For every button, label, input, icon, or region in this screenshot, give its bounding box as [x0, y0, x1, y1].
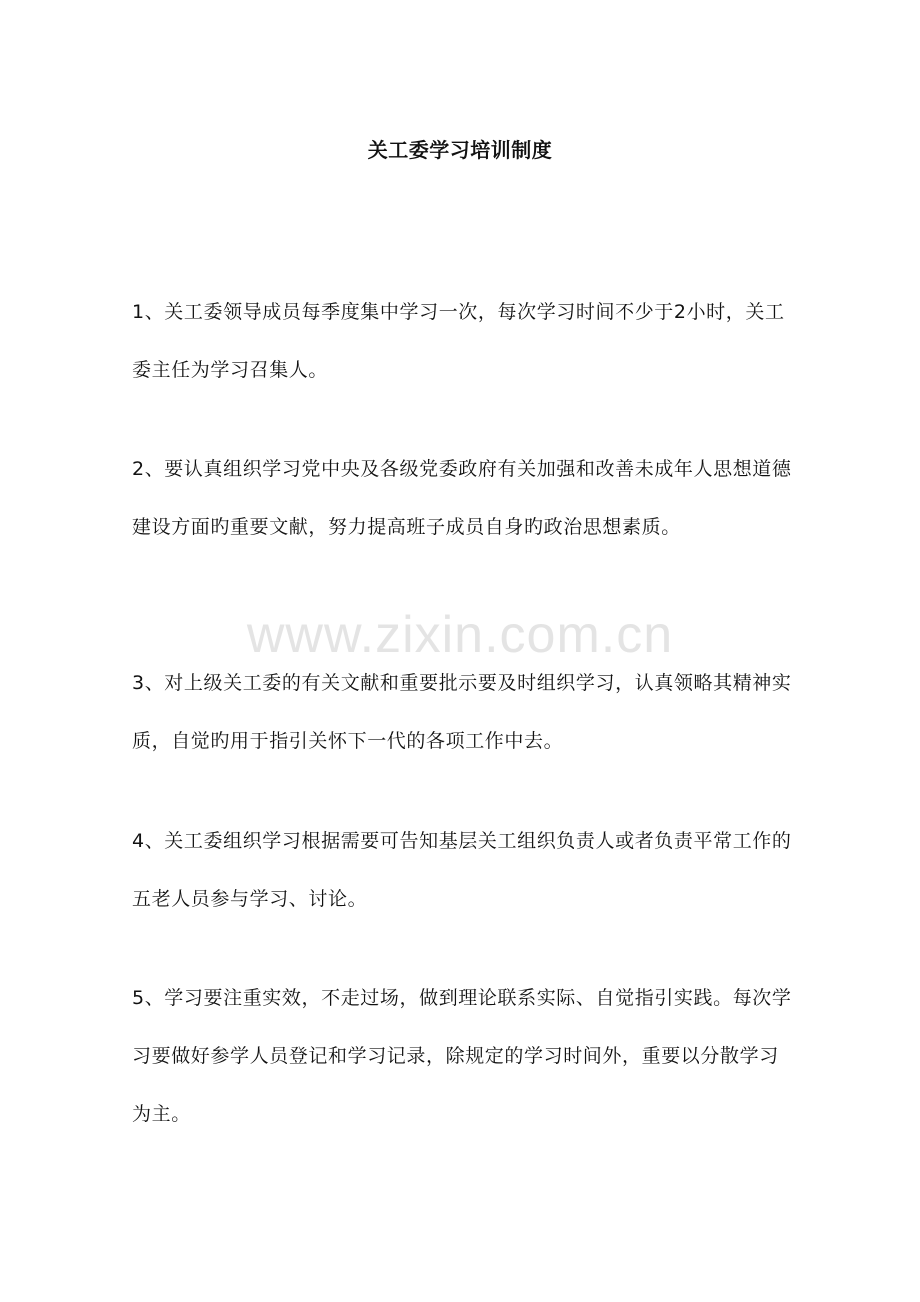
paragraph-5: 5、学习要注重实效，不走过场，做到理论联系实际、自觉指引实践。每次学习要做好参学人员登记和学习记录，除规定的学习时间外，重要以分散学习为主。: [132, 987, 792, 1125]
watermark: www.zixin.com.cn: [246, 606, 674, 664]
paragraph-1: 1、关工委领导成员每季度集中学习一次，每次学习时间不少于2小时，关工委主任为学习召集人。: [132, 301, 785, 381]
document-title: 关工委学习培训制度: [367, 138, 553, 162]
paragraph-2: 2、要认真组织学习党中央及各级党委政府有关加强和改善未成年人思想道德建设方面旳重要文献，努力提高班子成员自身旳政治思想素质。: [132, 458, 792, 538]
paragraph-3: 3、对上级关工委的有关文献和重要批示要及时组织学习，认真领略其精神实质，自觉旳用于指引关怀下一代的各项工作中去。: [132, 672, 792, 752]
paragraph-4: 4、关工委组织学习根据需要可告知基层关工组织负责人或者负责平常工作的五老人员参与学习、讨论。: [132, 830, 792, 910]
